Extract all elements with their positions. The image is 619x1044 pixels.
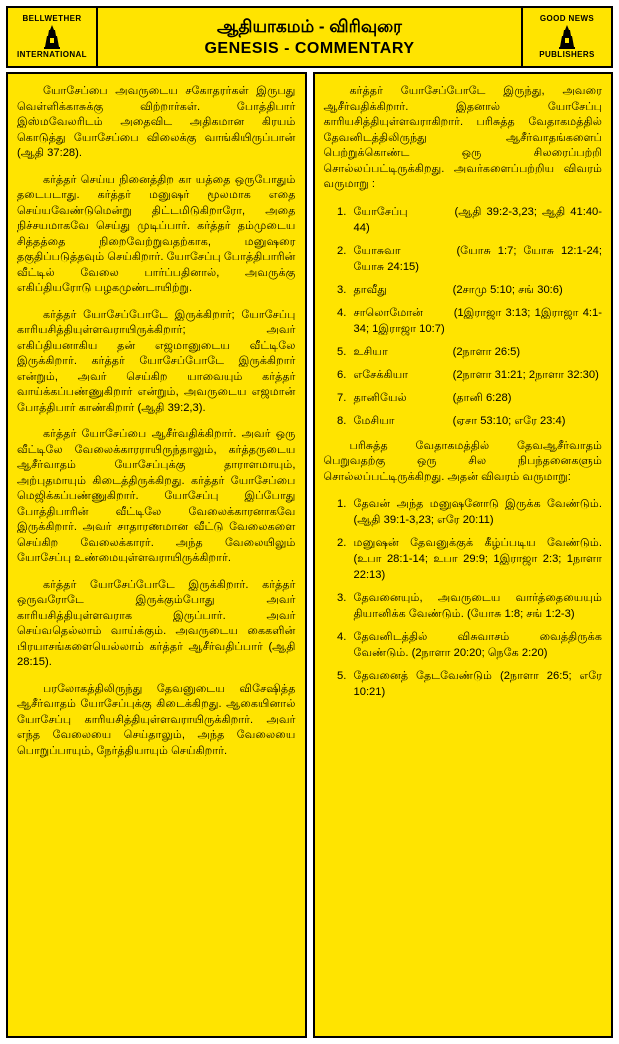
- person-name: உசியா: [353, 345, 388, 358]
- page-header: [6, 6, 613, 68]
- scripture-reference: (ஏசா 53:10; எரே 23:4): [452, 414, 566, 427]
- right-column: [313, 72, 614, 1038]
- document-title: [98, 6, 521, 68]
- paragraph: பரலோகத்திலிருந்து தேவனுடைய விசேஷித்த ஆசீர்வாதம் யோசேப்புக்கு கிடைக்கிறது. ஆகையினால் யோசேப்பு காரியசித்தியுள்ளவராயிருக்கிறார். அவர் எந்த வேலையை செய்தாலும், அந்த வேலையை பொறுப்பாயும், நேர்த்தியாயும் செய்கிறார்.: [17, 682, 296, 757]
- list-item: [350, 305, 603, 337]
- goodnews-label: GOOD NEWS: [539, 14, 595, 23]
- person-name: தானியேல்: [353, 391, 407, 404]
- paragraph: யோசேப்பை அவருடைய சகோதரர்கள் இருபது வெள்ளிக்காசுக்கு விற்றார்கள். போத்திபார் இஸ்மவேலரிடம் அதைவிட அதிகமான கிரயம் கொடுத்து யோசேப்பை விலைக்கு வாங்கியிருப்பான் (ஆதி 37:28).: [17, 85, 296, 159]
- paragraph-conditions-intro: பரிசுத்த வேதாகமத்தில் தேவஆசீர்வாதம் பெறுவதற்கு ஒரு சில நிபந்தனைகளும் சொல்லப்பட்டிருக்கிறது. அதன் விவரம் வருமாறு:: [323, 439, 602, 483]
- publisher-logo-right: [521, 6, 613, 68]
- list-item: [350, 413, 603, 429]
- paragraph: கர்த்தர் செய்ய நினைத்திற கா யத்தை ஒருபோதும் தடைபடாது. கர்த்தர் மனுஷர் மூலமாக எதை செய்யவேண்டுமென்று திட்டமிடுகிறாரோ, அதை நிச்சயமாகவே செய்து முடிப்பார். கர்த்தர் தம்முடைய சித்தத்தை நிறைவேற்றுவதற்காக, மனுஷரை தகுதிப்படுத்தவும் செய்கிறார். யோசேப்பு போத்திபாரின் வீட்டில் வேலை பார்ப்பதினால், அவருக்கு எகிப்தியரோடு பழகமுண்டாயிற்று.: [17, 173, 296, 294]
- left-column: [6, 72, 307, 1038]
- list-item: [350, 204, 603, 236]
- goodnews-sublabel: PUBLISHERS: [539, 50, 595, 59]
- person-name: யோசுவா: [353, 244, 401, 257]
- bellwether-sublabel: INTERNATIONAL: [17, 50, 87, 59]
- list-item: [350, 243, 603, 275]
- scripture-reference: (தானி 6:28): [452, 391, 512, 404]
- scripture-reference: (2நாளா 31:21; 2நாளா 32:30): [452, 368, 599, 381]
- scripture-reference: (ஆதி 39:2-3,23; ஆதி 41:40-44): [353, 205, 602, 234]
- scripture-reference: (2சாமு 5:10; சங் 30:6): [452, 283, 563, 296]
- scripture-reference: (உபா 28:1-14; உபா 29:9; 1இராஜா 2:3; 1நாளா 22:13): [353, 553, 602, 581]
- list-item: [350, 590, 603, 622]
- publisher-logo-left: [6, 6, 98, 68]
- condition-text: தேவனிடத்தில் விசுவாசம் வைத்திருக்க வேண்டும்.: [353, 631, 602, 659]
- tower-icon: [8, 25, 96, 49]
- scripture-reference: (யோசு 1:8; சங் 1:2-3): [467, 608, 575, 620]
- scripture-reference: (2நாளா 26:5; எரே 10:21): [353, 670, 602, 698]
- scripture-reference: (2நாளா 20:20; நெகே 2:20): [411, 647, 548, 659]
- tower-icon: [523, 25, 611, 49]
- paragraph-intro: கர்த்தர் யோசேப்போடே இருந்து, அவரை ஆசீர்வதிக்கிறார். இதனால் யோசேப்பு காரியசித்தியுள்ளவராகிறார். பரிசுத்த வேதாகமத்தில் தேவனிடத்திலிருந்து ஆசீர்வாதங்களைப் பெற்றுக்கொண்ட ஒரு சிலரைப்பற்றி சொல்லப்பட்டிருக்கிறது. அவர்களைப்பற்றிய விவரம் வருமாறு :: [323, 85, 602, 190]
- list-item: [350, 390, 603, 406]
- person-name: எசேக்கியா: [353, 368, 409, 381]
- person-name: தாவீது: [353, 283, 388, 296]
- paragraph: கர்த்தர் யோசேப்போடே இருக்கிறார். கர்த்தர் ஒருவரோடே இருக்கும்போது அவர் காரியசித்தியுள்ளவராக இருப்பார். அவர் செய்வதெல்லாம் வாய்க்கும். அவருடைய கைகளின் பிரயாசங்களையெல்லாம் கர்த்தர் ஆசீர்வதிப்பார் (ஆதி 28:15).: [17, 578, 296, 668]
- scripture-reference: (யோசு 1:7; யோசு 12:1-24; யோசு 24:15): [353, 244, 603, 273]
- person-name: யோசேப்பு: [353, 205, 408, 218]
- bellwether-label: BELLWETHER: [22, 14, 82, 23]
- condition-text: தேவனையும், அவருடைய வார்த்தையையும் தியானிக்க வேண்டும்.: [353, 592, 602, 620]
- list-item: [350, 344, 603, 360]
- title-tamil: ஆதியாகமம் - விரிவுரை: [217, 16, 402, 36]
- paragraph: கர்த்தர் யோசேப்பை ஆசீர்வதிக்கிறார். அவர் ஒரு வீட்டிலே வேலைக்காரராயிருந்தாலும், கர்த்தருடைய ஆசீர்வாதம் யோசேப்புக்கு தாராளமாயும், அற்புதமாயும் கிடைத்திருக்கிறது. கர்த்தர் யோசேப்பை மெஜிக்கப்பண்ணுகிறார். யோசேப்பு இப்போது போத்திபாரின் வீட்டிலே வேலைக்காரனாகவே இருக்கிறார். அவர் சாதாரணமான வீட்டு வேலைகளை செய்கிற வேலைக்காரர். அந்த வேலையிலும் யோசேப்பு உண்மையுள்ளவராயிருக்கிறார்.: [17, 428, 296, 564]
- person-name: மேசியா: [353, 414, 395, 427]
- blessed-persons-list: [324, 204, 603, 429]
- condition-text: மனுஷன் தேவனுக்குக் கீழ்ப்படிய வேண்டும்.: [353, 537, 602, 549]
- list-item: [350, 629, 603, 661]
- list-item: [350, 282, 603, 298]
- conditions-list: [324, 496, 603, 700]
- scripture-reference: (ஆதி 39:1-3,23; எரே 20:11): [353, 514, 494, 526]
- body-columns: [6, 72, 613, 1038]
- list-item: [350, 535, 603, 583]
- paragraph: கர்த்தர் யோசேப்போடே இருக்கிறார்; யோசேப்பு காரியசித்தியுள்ளவராயிருக்கிறார்; அவர் எகிப்தியனாகிய தன் எஜமானுடைய வீட்டிலே இருக்கிறார். கர்த்தர் யோசேப்போடே இருக்கிறார் என்றும், அவர் செய்கிற யாவையும் கர்த்தர் வாய்க்கப்பண்ணுகிறார் என்றும், அவருடைய எஜமான் போத்திபார் காண்கிறார் (ஆதி 39:2,3).: [17, 308, 296, 414]
- condition-text: தேவன் அந்த மனுஷனோடு இருக்க வேண்டும்.: [353, 498, 602, 510]
- scripture-reference: (1இராஜா 3:13; 1இராஜா 4:1-34; 1இராஜா 10:7): [353, 306, 602, 335]
- condition-text: தேவனைத் தேடவேண்டும்: [353, 670, 493, 682]
- title-english: GENESIS - COMMENTARY: [204, 39, 415, 57]
- list-item: [350, 668, 603, 700]
- list-item: [350, 496, 603, 528]
- scripture-reference: (2நாளா 26:5): [452, 345, 521, 358]
- list-item: [350, 367, 603, 383]
- person-name: சாலொமோன்: [353, 306, 424, 319]
